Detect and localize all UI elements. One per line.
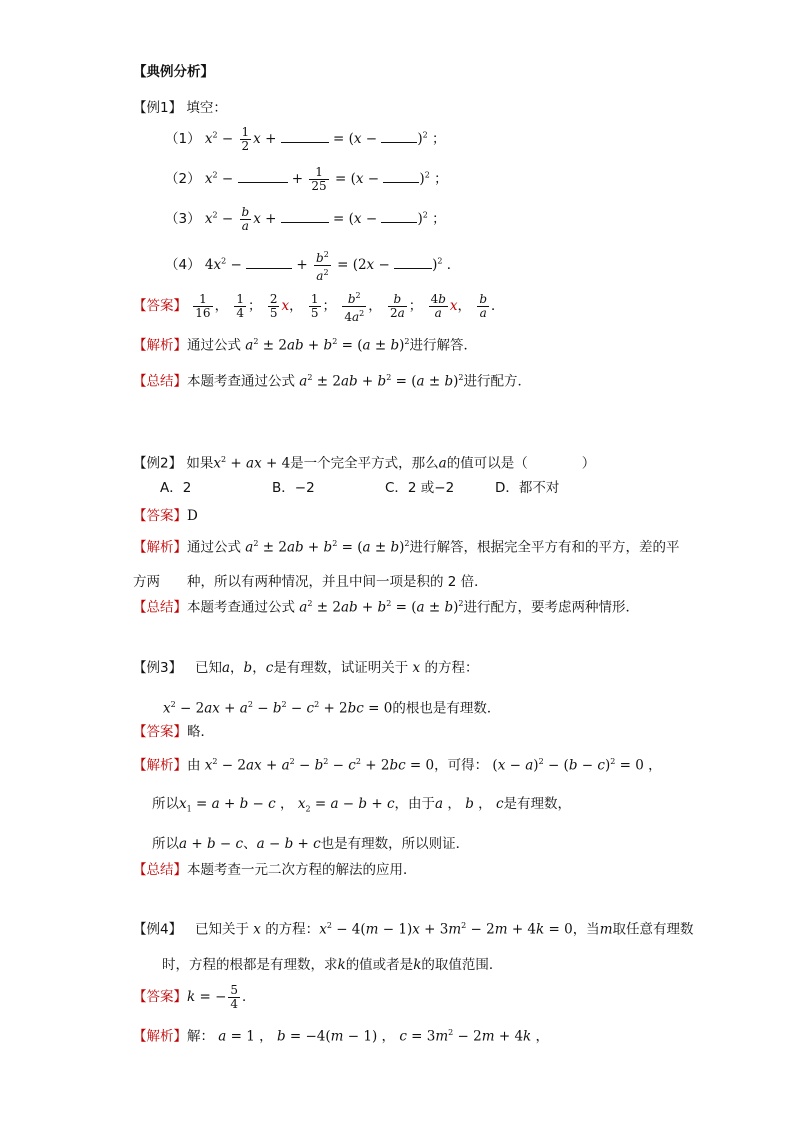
ex4-analysis: 【解析】解： a = 1 ， b = −4(m − 1) ， $c = 3m^2 - 2m + 4k$ ，: [133, 1028, 550, 1045]
ex1-question: 【例1】 填空：: [133, 100, 227, 116]
ex3-question: 【例3】 已知a，b，c是有理数，试证明关于 x 的方程：: [133, 660, 479, 676]
ex2-option-d: D．都不对: [495, 480, 560, 496]
ex2-analysis-cont: 方两 种，所以有两种情况，并且中间一项是积的 2 倍．: [133, 574, 488, 590]
ex3-equation: $x^2 - 2ax + a^2 - b^2 - c^2 + 2bc = 0$的根也是有理数．: [163, 700, 501, 717]
ex3-analysis-line3: 所以a + b − c、a − b + c也是有理数，所以则证．: [152, 836, 470, 852]
ex1-label: 【例1】: [133, 100, 183, 116]
ex4-question-line2: 时，方程的根都是有理数，求k的值或者是k的取值范围．: [162, 957, 503, 973]
blank: [281, 130, 329, 143]
ex2-option-a: A．2: [160, 480, 192, 496]
ex1-analysis: 【解析】通过公式 $a^2 \pm 2ab + b^2 = (a \pm b)^2$进行解答．: [133, 337, 477, 354]
ex2-label: 【例2】: [133, 455, 183, 472]
ex1-answer: 【答案】 $\frac{1}{16}$ ， $\frac{1}{4}$ ； $\frac{2}{5}$ x， $\frac{1}{5}$ ； $\frac{b^2}{4a^2}$ ， $\frac{b}{2a}$ ； $\frac{4b}{a}$ x， $\frac{b}{a}$ ．: [133, 291, 505, 324]
ex2-option-c: C．2 或−2: [385, 480, 455, 496]
ex3-answer: 【答案】略．: [133, 724, 214, 740]
section-title: 【典例分析】: [133, 64, 214, 80]
ex3-analysis-line2: 所以$x_1 = a + b - c$ ， $x_2 = a - b + c$，由于a ， b ， c是有理数，: [152, 796, 571, 814]
ex2-summary: 【总结】本题考查通过公式 $a^2 \pm 2ab + b^2 = (a \pm b)^2$进行配方，要考虑两种情形．: [133, 599, 639, 616]
ex3-label: 【例3】: [133, 660, 183, 676]
ex2-option-b: B．−2: [272, 480, 315, 496]
ex3-summary: 【总结】本题考查一元二次方程的解法的应用．: [133, 862, 417, 878]
ex2-answer: 【答案】D: [133, 508, 198, 524]
ex1-item3: （3） $x^2$ − $\frac{b}{a}$ x + = $(x - )^2$ ；: [165, 205, 446, 233]
ex2-analysis: 【解析】通过公式 $a^2 \pm 2ab + b^2 = (a \pm b)^2$进行解答，根据完全平方有和的平方，差的平: [133, 539, 680, 556]
ex2-question: 【例2】 如果$x^2$ + ax + 4是一个完全平方式，那么a的值可以是（ ）: [133, 455, 596, 472]
ex4-question: 【例4】 已知关于 x 的方程：$x^2 - 4(m - 1)x + 3m^2 - 2m + 4k = 0$，当m取任意有理数: [133, 921, 694, 938]
ex4-label: 【例4】: [133, 921, 183, 938]
ex1-item1: （1） $x^2$ − $\frac{1}{2}$ x + = $(x - )^2$ ；: [165, 125, 446, 153]
ex1-summary: 【总结】本题考查通过公式 $a^2 \pm 2ab + b^2 = (a \pm b)^2$进行配方．: [133, 373, 531, 390]
ex4-answer: 【答案】k = − $\frac{5}{4}$ ．: [133, 983, 256, 1011]
ex1-item4: （4） $4x^2$ − + $\frac{b^2}{a^2}$ = $(2x - )^2$ ．: [165, 250, 461, 283]
ex1-item2: （2） $x^2$ − + $\frac{1}{25}$ = $(x - )^2$ ；: [165, 165, 448, 193]
ex3-analysis: 【解析】由 $x^2 - 2ax + a^2 - b^2 - c^2 + 2bc = 0$，可得： $(x - a)^2 - (b - c)^2 = 0$ ，: [133, 757, 662, 774]
